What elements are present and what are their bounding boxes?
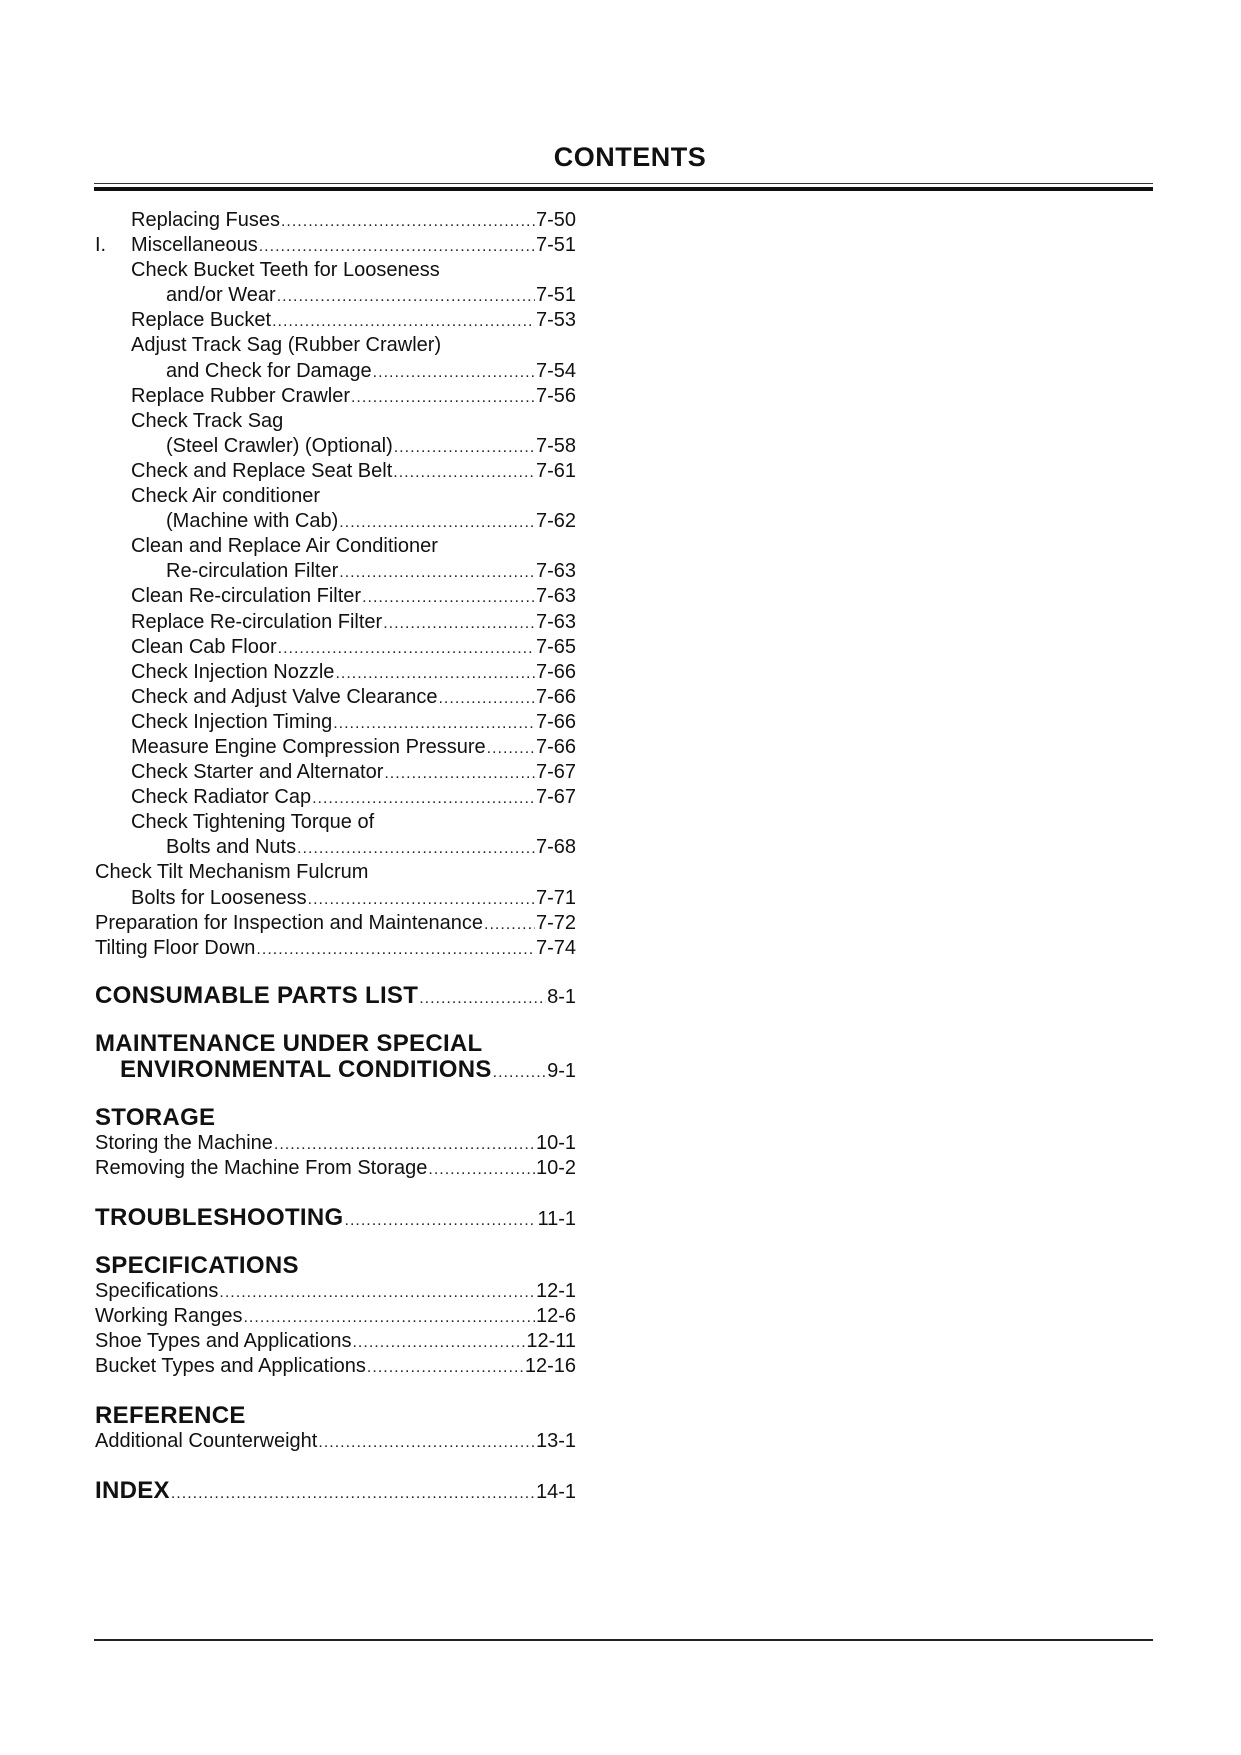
- leader-dots: [345, 1208, 537, 1234]
- toc-entry[interactable]: Tilting Floor Down ..... 7-74: [95, 936, 576, 961]
- leader-dots: [487, 736, 535, 761]
- toc-entry[interactable]: Clean Cab Floor ..... 7-65: [95, 635, 576, 660]
- toc-section-specifications-title: SPECIFICATIONS: [95, 1252, 299, 1279]
- toc-entry[interactable]: Check Starter and Alternator ..... 7-67: [95, 760, 576, 785]
- footer-rule: [94, 1639, 1153, 1641]
- leader-dots: [277, 284, 535, 309]
- leader-dots: [318, 1430, 535, 1455]
- leader-dots: [383, 611, 535, 636]
- header-rule-thick: [94, 187, 1153, 191]
- toc-section-reference-title: REFERENCE: [95, 1402, 246, 1430]
- toc-entry[interactable]: Check and Replace Seat Belt ..... 7-61: [95, 459, 576, 484]
- toc-entry[interactable]: Working Ranges ..... 12-6: [95, 1304, 576, 1329]
- toc-entry-heading-line: Adjust Track Sag (Rubber Crawler): [131, 334, 442, 357]
- leader-dots: [484, 912, 535, 937]
- toc-entry[interactable]: Check and Adjust Valve Clearance ..... 7-66: [95, 685, 576, 710]
- page-title: CONTENTS: [553, 142, 707, 172]
- leader-dots: [393, 460, 535, 485]
- toc-entry[interactable]: and Check for Damage ..... 7-54: [95, 359, 576, 384]
- toc-entry-heading-line: Check Tilt Mechanism Fulcrum: [95, 861, 369, 884]
- leader-dots: [308, 887, 535, 912]
- leader-dots: [367, 1355, 524, 1380]
- leader-dots: [281, 209, 535, 234]
- leader-dots: [438, 686, 534, 711]
- toc-entry[interactable]: Bolts for Looseness ..... 7-71: [95, 886, 576, 911]
- toc-section-maintenance-title: MAINTENANCE UNDER SPECIAL: [95, 1029, 483, 1057]
- leader-dots: [384, 761, 535, 786]
- toc-entry[interactable]: I. Miscellaneous ..... 7-51: [95, 233, 576, 258]
- toc-entry[interactable]: Replace Rubber Crawler ..... 7-56: [95, 384, 576, 409]
- leader-dots: [333, 711, 535, 736]
- leader-dots: [352, 1330, 525, 1355]
- toc-section-index[interactable]: INDEX ..... 14-1: [95, 1478, 576, 1504]
- toc-entry[interactable]: Check Injection Timing ..... 7-66: [95, 710, 576, 735]
- leader-dots: [219, 1280, 535, 1305]
- toc-entry[interactable]: Additional Counterweight ..... 13-1: [95, 1429, 576, 1454]
- toc-entry[interactable]: Bucket Types and Applications ..... 12-16: [95, 1354, 576, 1379]
- leader-dots: [419, 986, 546, 1012]
- toc-entry[interactable]: Replacing Fuses ..... 7-50: [95, 208, 576, 233]
- toc-entry[interactable]: Shoe Types and Applications ..... 12-11: [95, 1329, 576, 1354]
- leader-dots: [312, 786, 535, 811]
- leader-dots: [335, 661, 535, 686]
- toc-entry[interactable]: (Steel Crawler) (Optional) ..... 7-58: [95, 434, 576, 459]
- leader-dots: [339, 560, 535, 585]
- leader-dots: [259, 234, 535, 259]
- toc-entry[interactable]: Clean Re-circulation Filter ..... 7-63: [95, 584, 576, 609]
- toc-entry[interactable]: Preparation for Inspection and Maintenance ..... 7-72: [95, 911, 576, 936]
- leader-dots: [274, 1132, 535, 1157]
- leader-dots: [272, 309, 535, 334]
- toc-section-troubleshooting[interactable]: TROUBLESHOOTING ..... 11-1: [95, 1205, 576, 1231]
- toc-entry-heading-line: Check Tightening Torque of: [131, 811, 375, 834]
- leader-dots: [394, 435, 535, 460]
- leader-dots: [171, 1481, 535, 1507]
- leader-dots: [428, 1157, 535, 1182]
- toc-entry[interactable]: Bolts and Nuts ..... 7-68: [95, 835, 576, 860]
- toc-entry-heading-line: Check Track Sag: [131, 409, 284, 432]
- leader-dots: [493, 1060, 546, 1086]
- toc-entry[interactable]: Storing the Machine ..... 10-1: [95, 1131, 576, 1156]
- toc-entry[interactable]: Replace Bucket ..... 7-53: [95, 308, 576, 333]
- toc-section-storage-title: STORAGE: [95, 1103, 216, 1131]
- toc-section-maintenance[interactable]: ENVIRONMENTAL CONDITIONS ..... 9-1: [95, 1057, 576, 1083]
- table-of-contents: [95, 208, 576, 1504]
- toc-entry[interactable]: Re-circulation Filter ..... 7-63: [95, 559, 576, 584]
- toc-entry-heading-line: Check Air conditioner: [131, 485, 320, 508]
- toc-entry[interactable]: Measure Engine Compression Pressure ..... 7-66: [95, 735, 576, 760]
- toc-entry-heading-line: Check Bucket Teeth for Looseness: [131, 259, 440, 282]
- toc-entry[interactable]: Check Injection Nozzle ..... 7-66: [95, 660, 576, 685]
- toc-entry[interactable]: Removing the Machine From Storage ..... 10-2: [95, 1156, 576, 1181]
- toc-entry[interactable]: Replace Re-circulation Filter ..... 7-63: [95, 610, 576, 635]
- toc-entry[interactable]: (Machine with Cab) ..... 7-62: [95, 509, 576, 534]
- toc-entry[interactable]: and/or Wear ..... 7-51: [95, 283, 576, 308]
- leader-dots: [278, 636, 535, 661]
- header-rule-thin: [94, 183, 1153, 184]
- section-marker: I.: [95, 234, 107, 257]
- toc-entry[interactable]: Check Radiator Cap ..... 7-67: [95, 785, 576, 810]
- leader-dots: [256, 937, 535, 962]
- toc-entry-heading-line: Clean and Replace Air Conditioner: [131, 535, 438, 558]
- leader-dots: [297, 836, 535, 861]
- leader-dots: [351, 385, 535, 410]
- toc-entry[interactable]: Specifications ..... 12-1: [95, 1279, 576, 1304]
- toc-section-consumable-parts[interactable]: CONSUMABLE PARTS LIST ..... 8-1: [95, 983, 576, 1009]
- leader-dots: [339, 510, 535, 535]
- leader-dots: [362, 585, 535, 610]
- leader-dots: [243, 1305, 534, 1330]
- leader-dots: [373, 360, 535, 385]
